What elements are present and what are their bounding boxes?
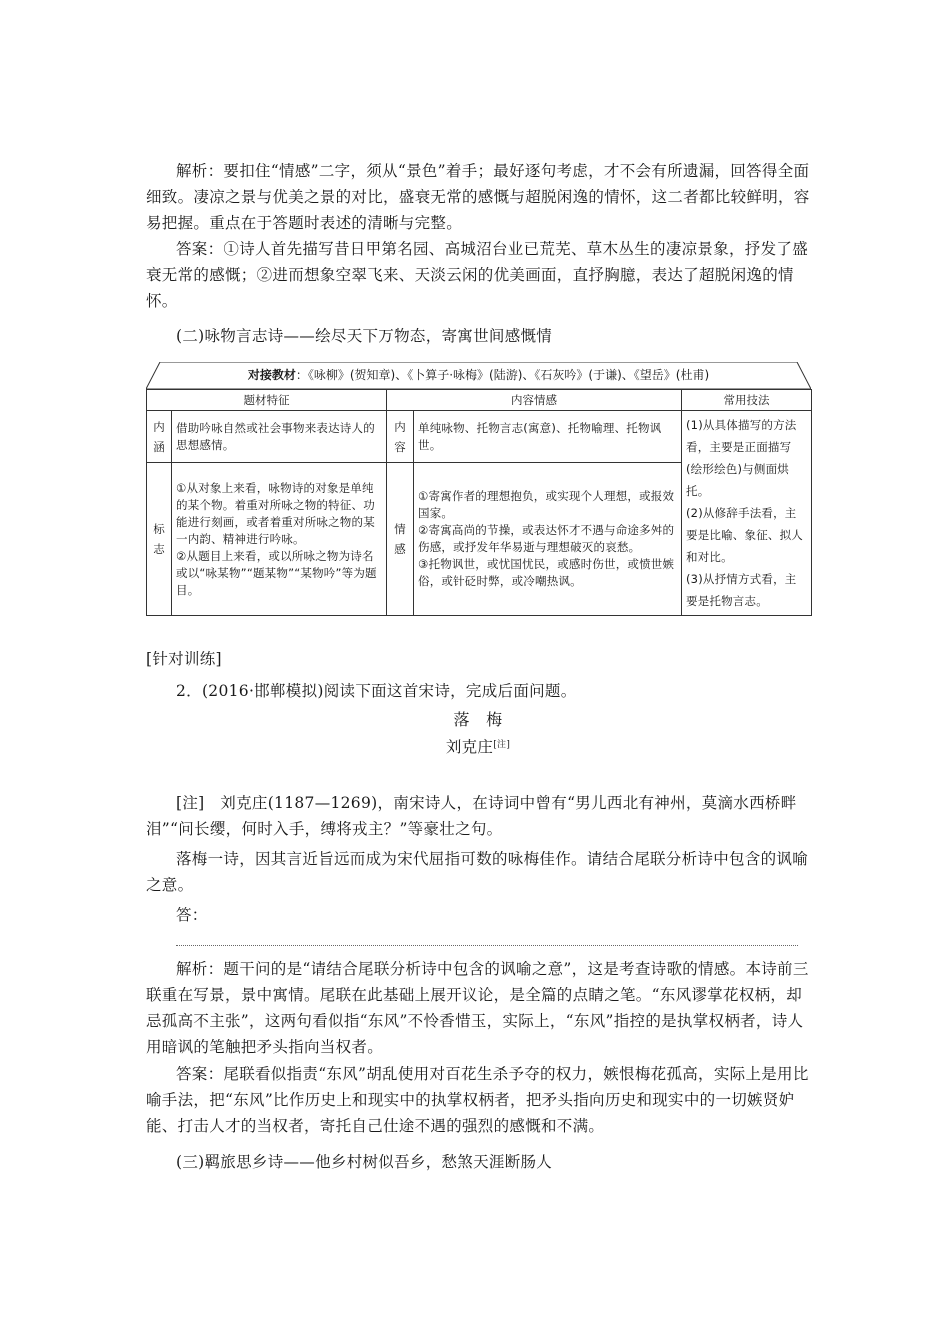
table-header-label: 对接教材 (247, 368, 296, 382)
cell-sign (172, 463, 387, 616)
cell-connotation: 借助吟咏自然或社会事物来表达诗人的思想感情。 (172, 411, 387, 463)
column-header-technique: 常用技法 (682, 390, 812, 411)
column-header-content: 内容情感 (387, 390, 682, 411)
note-paragraph: [注] 刘克庄(1187—1269)，南宋诗人，在诗词中曾有“男儿西北有神州，莫滴水西桥畔泪”“问长缨，何时入手，缚将戎主？”等豪壮之句。 (146, 794, 797, 838)
analysis-paragraph-2: 解析：题干问的是“请结合尾联分析诗中包含的讽喻之意”，这是考查诗歌的情感。本诗前三联重在写景，景中寓情。尾联在此基础上展开议论，是全篇的点睛之笔。“东风谬掌花权柄，却忌孤高不主张”，这两句看似指“东风”不怜香惜玉，实际上，“东风”指控的是执掌权柄者，诗人用暗讽的笔触把矛头指向当权者。 (146, 960, 809, 1056)
cell-emotion (414, 463, 682, 616)
row-label-connotation: 内涵 (147, 411, 172, 463)
answer-paragraph-2: 答案：尾联看似指责“东风”胡乱使用对百花生杀予夺的权力，嫉恨梅花孤高，实际上是用比喻手法，把“东风”比作历史上和现实中的执掌权柄者，把矛头指向历史和现实中的一切嫉贤妒能、打击人才的当权者，寄托自己仕途不遇的强烈的感慨和不满。 (146, 1065, 809, 1135)
question-2-intro: 2．(2016·邯郸模拟)阅读下面这首宋诗，完成后面问题。 (176, 682, 577, 700)
table-body (146, 389, 812, 616)
answer-line (176, 945, 798, 946)
emotion-point-1: ①寄寓作者的理想抱负，或实现个人理想，或报效国家。 (418, 489, 675, 520)
technique-1: (1)从具体描写的方法看，主要是正面描写(绘形绘色)与侧面烘托。 (686, 418, 797, 498)
poem-author: 刘克庄 (445, 738, 494, 756)
table-header-works: ：《咏柳》(贺知章)、《卜算子·咏梅》(陆游)、《石灰吟》(于谦)、《望岳》(杜甫) (295, 368, 710, 382)
answer-paragraph-1: 答案：①诗人首先描写昔日甲第名园、高城沼台业已荒芜、草木丛生的凄凉景象，抒发了盛衰无常的感慨；②进而想象空翠飞来、天淡云闲的优美画面，直抒胸臆，表达了超脱闲逸的情怀。 (146, 240, 809, 310)
table-header-text (146, 362, 811, 389)
section-3-title: (三)羁旅思乡诗——他乡村树似吾乡，愁煞天涯断肠人 (176, 1153, 553, 1171)
training-label: [针对训练] (146, 650, 222, 668)
poetry-type-table (146, 362, 811, 620)
section-2-title: (二)咏物言志诗——绘尽天下万物态，寄寓世间感慨情 (176, 327, 553, 345)
column-header-theme: 题材特征 (147, 390, 387, 411)
table-row (147, 411, 812, 463)
answer-prompt: 答： (176, 906, 208, 924)
sign-point-2: ②从题目上来看，或以所咏之物为诗名或以“咏某物”“题某物”“某物吟”等为题目。 (176, 548, 377, 597)
question-text: 落梅一诗，因其言近旨远而成为宋代屈指可数的咏梅佳作。请结合尾联分析诗中包含的讽喻之意。 (146, 850, 809, 894)
row-label-emotion: 情感 (387, 463, 414, 616)
analysis-paragraph-1: 解析：要扣住“情感”二字，须从“景色”着手；最好逐句考虑，才不会有所遗漏，回答得全面细致。凄凉之景与优美之景的对比，盛衰无常的感慨与超脱闲逸的情怀，这二者都比较鲜明，容易把握。重点在于答题时表述的清晰与完整。 (146, 162, 810, 232)
technique-3: (3)从抒情方式看，主要是托物言志。 (686, 572, 797, 608)
poem-author-line (146, 734, 810, 760)
row-label-sign: 标志 (147, 463, 172, 616)
cell-content: 单纯咏物、托物言志(寓意)、托物喻理、托物讽世。 (414, 411, 682, 463)
emotion-point-2: ②寄寓高尚的节操，或表达怀才不遇与命途多舛的伤感，或抒发年华易逝与理想破灭的哀愁。 (418, 523, 675, 554)
sign-point-1: ①从对象上来看，咏物诗的对象是单纯的某个物。着重对所咏之物的特征、功能进行刻画，或者着重对所咏之物的某一内韵、精神进行吟咏。 (176, 480, 375, 546)
poem-author-note: [注] (493, 740, 511, 750)
row-label-content: 内容 (387, 411, 414, 463)
emotion-point-3: ③托物讽世，或忧国忧民，或感时伤世，或愤世嫉俗，或针砭时弊，或冷嘲热讽。 (418, 557, 675, 588)
table-row (147, 390, 812, 411)
table-header-banner (146, 362, 811, 389)
technique-2: (2)从修辞手法看，主要是比喻、象征、拟人和对比。 (686, 506, 803, 564)
poem-title: 落 梅 (453, 710, 503, 729)
cell-techniques (682, 411, 812, 616)
